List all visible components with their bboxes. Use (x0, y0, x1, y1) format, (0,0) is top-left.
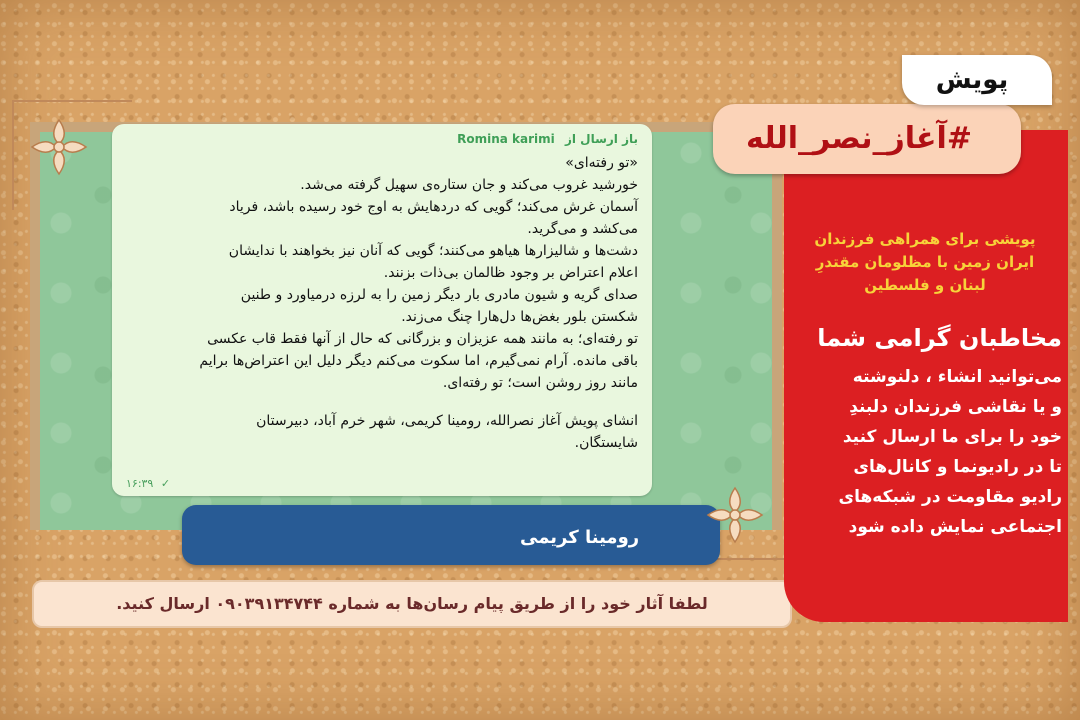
body-line: اجتماعی نمایش داده شود (848, 517, 1062, 537)
forward-prefix: باز ارسال از (564, 132, 638, 146)
body-line: و یا نقاشی فرزندان دلبندِ (849, 397, 1062, 417)
campaign-label: پویش (935, 65, 1009, 95)
message-line: مانند روز روشن است؛ تو رفته‌ای. (442, 375, 638, 391)
submission-instructions: لطفا آثار خود را از طریق پیام رسان‌ها به شماره ۰۹۰۳۹۱۳۴۷۴۴ ارسال کنید. (32, 580, 792, 628)
message-line: خورشید غروب می‌کند و جان ستاره‌ی سهیل گرفته می‌شد. (300, 177, 638, 193)
author-name: رومینا کریمی (520, 527, 640, 548)
message-line: تو رفته‌ای؛ به مانند همه عزیزان و بزرگانی که حال از آنها فقط قاب عکسی (207, 331, 638, 347)
author-caption-box (182, 505, 720, 565)
message-line: شکستن بلور بغض‌ها دل‌هارا چنگ می‌زند. (401, 309, 638, 325)
body-line: رادیو مقاومت در شبکه‌های (838, 487, 1062, 507)
check-icon: ✓ (160, 477, 171, 490)
body-line: خود را برای ما ارسال کنید (842, 427, 1062, 447)
signature-line: شایستگان. (574, 435, 638, 451)
forwarded-from (126, 132, 638, 146)
forward-sender-name[interactable]: Romina karimi (457, 132, 555, 146)
campaign-hashtag: #آغاز_نصر_الله (746, 121, 972, 156)
message-line: دشت‌ها و شالیزارها هیاهو می‌کنند؛ گویی که آنان نیز بخواهند با ندایشان (228, 243, 638, 259)
message-line: «تو رفته‌ای» (565, 155, 638, 171)
intro-line: ایران زمین با مظلومان مقتدرِ (815, 253, 1035, 271)
audience-body (790, 362, 1062, 542)
body-line: تا در رادیونما و کانال‌های (853, 457, 1062, 477)
message-line: باقی مانده. آرام نمی‌گیرم، اما سکوت می‌کنم دیگر دلیل این اعتراض‌ها برایم (199, 353, 638, 369)
message-time (126, 477, 170, 490)
intro-line: پویشی برای همراهی فرزندان (814, 230, 1036, 248)
time-text: ۱۶:۳۹ (126, 477, 154, 490)
message-gap (126, 394, 638, 410)
campaign-intro (790, 228, 1060, 297)
intro-line: لبنان و فلسطین (864, 276, 986, 294)
signature-line: انشای پویش آغاز نصرالله، رومینا کریمی، شهر خرم آباد، دبیرستان (256, 413, 638, 429)
message-line: صدای گریه و شیون مادری بار دیگر زمین را به لرزه درمیاورد و طنین (240, 287, 638, 303)
floral-ornament-icon (702, 482, 768, 548)
message-bubble (112, 124, 652, 496)
audience-title: مخاطبان گرامی شما (817, 324, 1062, 352)
message-line: می‌کشد و می‌گرید. (527, 221, 638, 237)
message-line: اعلام اعتراض بر وجود ظالمان بی‌ذات بزنند. (383, 265, 638, 281)
body-line: می‌توانید انشاء ، دلنوشته (852, 367, 1062, 387)
message-line: آسمان غرش می‌کند؛ گویی که دردهایش به اوج خود رسیده باشد، فریاد (229, 199, 638, 215)
floral-ornament-icon (26, 114, 92, 180)
